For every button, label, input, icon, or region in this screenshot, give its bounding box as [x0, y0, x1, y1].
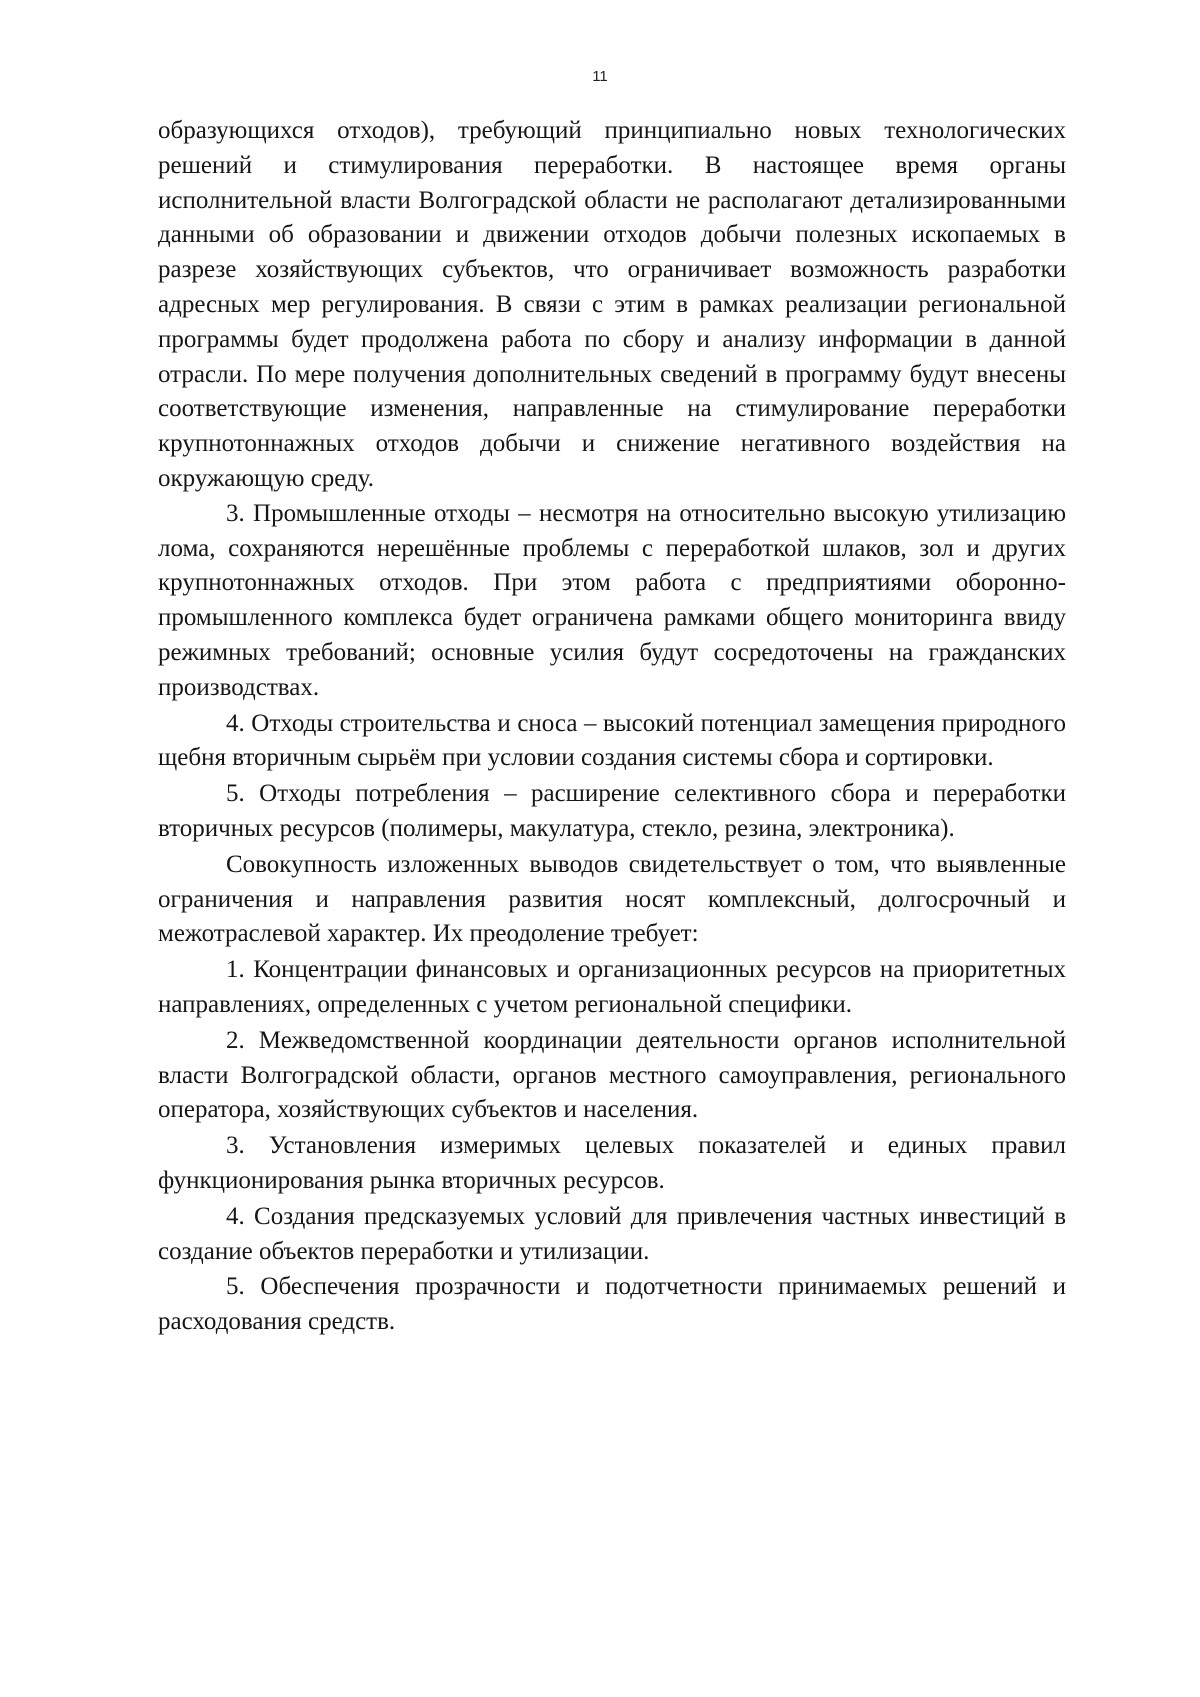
list-item-interagency-coordination: 2. Межведомственной координации деятельности органов исполнительной власти Волгоградской области, органов местного самоуправления, регионального оператора, хозяйствующих субъектов и населения.	[158, 1026, 1066, 1124]
paragraph-industrial-waste: 3. Промышленные отходы – несмотря на относительно высокую утилизацию лома, сохраняются нерешённые проблемы с переработкой шлаков, зол и других крупнотоннажных отходов. При этом работа с предприятиями оборонно-промышленного комплекса будет ограничена рамками общего мониторинга ввиду режимных требований; основные усилия будут сосредоточены на гражданских производствах.	[158, 499, 1066, 701]
paragraph-consumer-waste: 5. Отходы потребления – расширение селективного сбора и переработки вторичных ресурсов (полимеры, макулатура, стекло, резина, электроника).	[158, 780, 1066, 842]
paragraph-conclusions: Совокупность изложенных выводов свидетельствует о том, что выявленные ограничения и направления развития носят комплексный, долгосрочный и межотраслевой характер. Их преодоление требует:	[158, 850, 1066, 948]
page-number: 11	[592, 68, 608, 85]
document-body	[158, 114, 1066, 1340]
paragraph-construction-waste: 4. Отходы строительства и сноса – высокий потенциал замещения природного щебня вторичным сырьём при условии создания системы сбора и сортировки.	[158, 709, 1066, 772]
list-item-investment-conditions: 4. Создания предсказуемых условий для привлечения частных инвестиций в создание объектов переработки и утилизации.	[158, 1202, 1066, 1265]
list-item-transparency: 5. Обеспечения прозрачности и подотчетности принимаемых решений и расходования средств.	[158, 1273, 1066, 1336]
list-item-target-indicators: 3. Установления измеримых целевых показателей и единых правил функционирования рынка вторичных ресурсов.	[158, 1132, 1066, 1194]
paragraph-continuation: образующихся отходов), требующий принципиально новых технологических решений и стимулирования переработки. В настоящее время органы исполнительной власти Волгоградской области не располагают детализированными данными об образовании и движении отходов добычи полезных ископаемых в разрезе хозяйствующих субъектов, что ограничивает возможность разработки адресных мер регулирования. В связи с этим в рамках реализации региональной программы будет продолжена работа по сбору и анализу информации в данной отрасли. По мере получения дополнительных сведений в программу будут внесены соответствующие изменения, направленные на стимулирование переработки крупнотоннажных отходов добычи и снижение негативного воздействия на окружающую среду.	[158, 117, 1066, 492]
list-item-resource-concentration: 1. Концентрации финансовых и организационных ресурсов на приоритетных направлениях, определенных с учетом региональной специфики.	[158, 956, 1066, 1018]
